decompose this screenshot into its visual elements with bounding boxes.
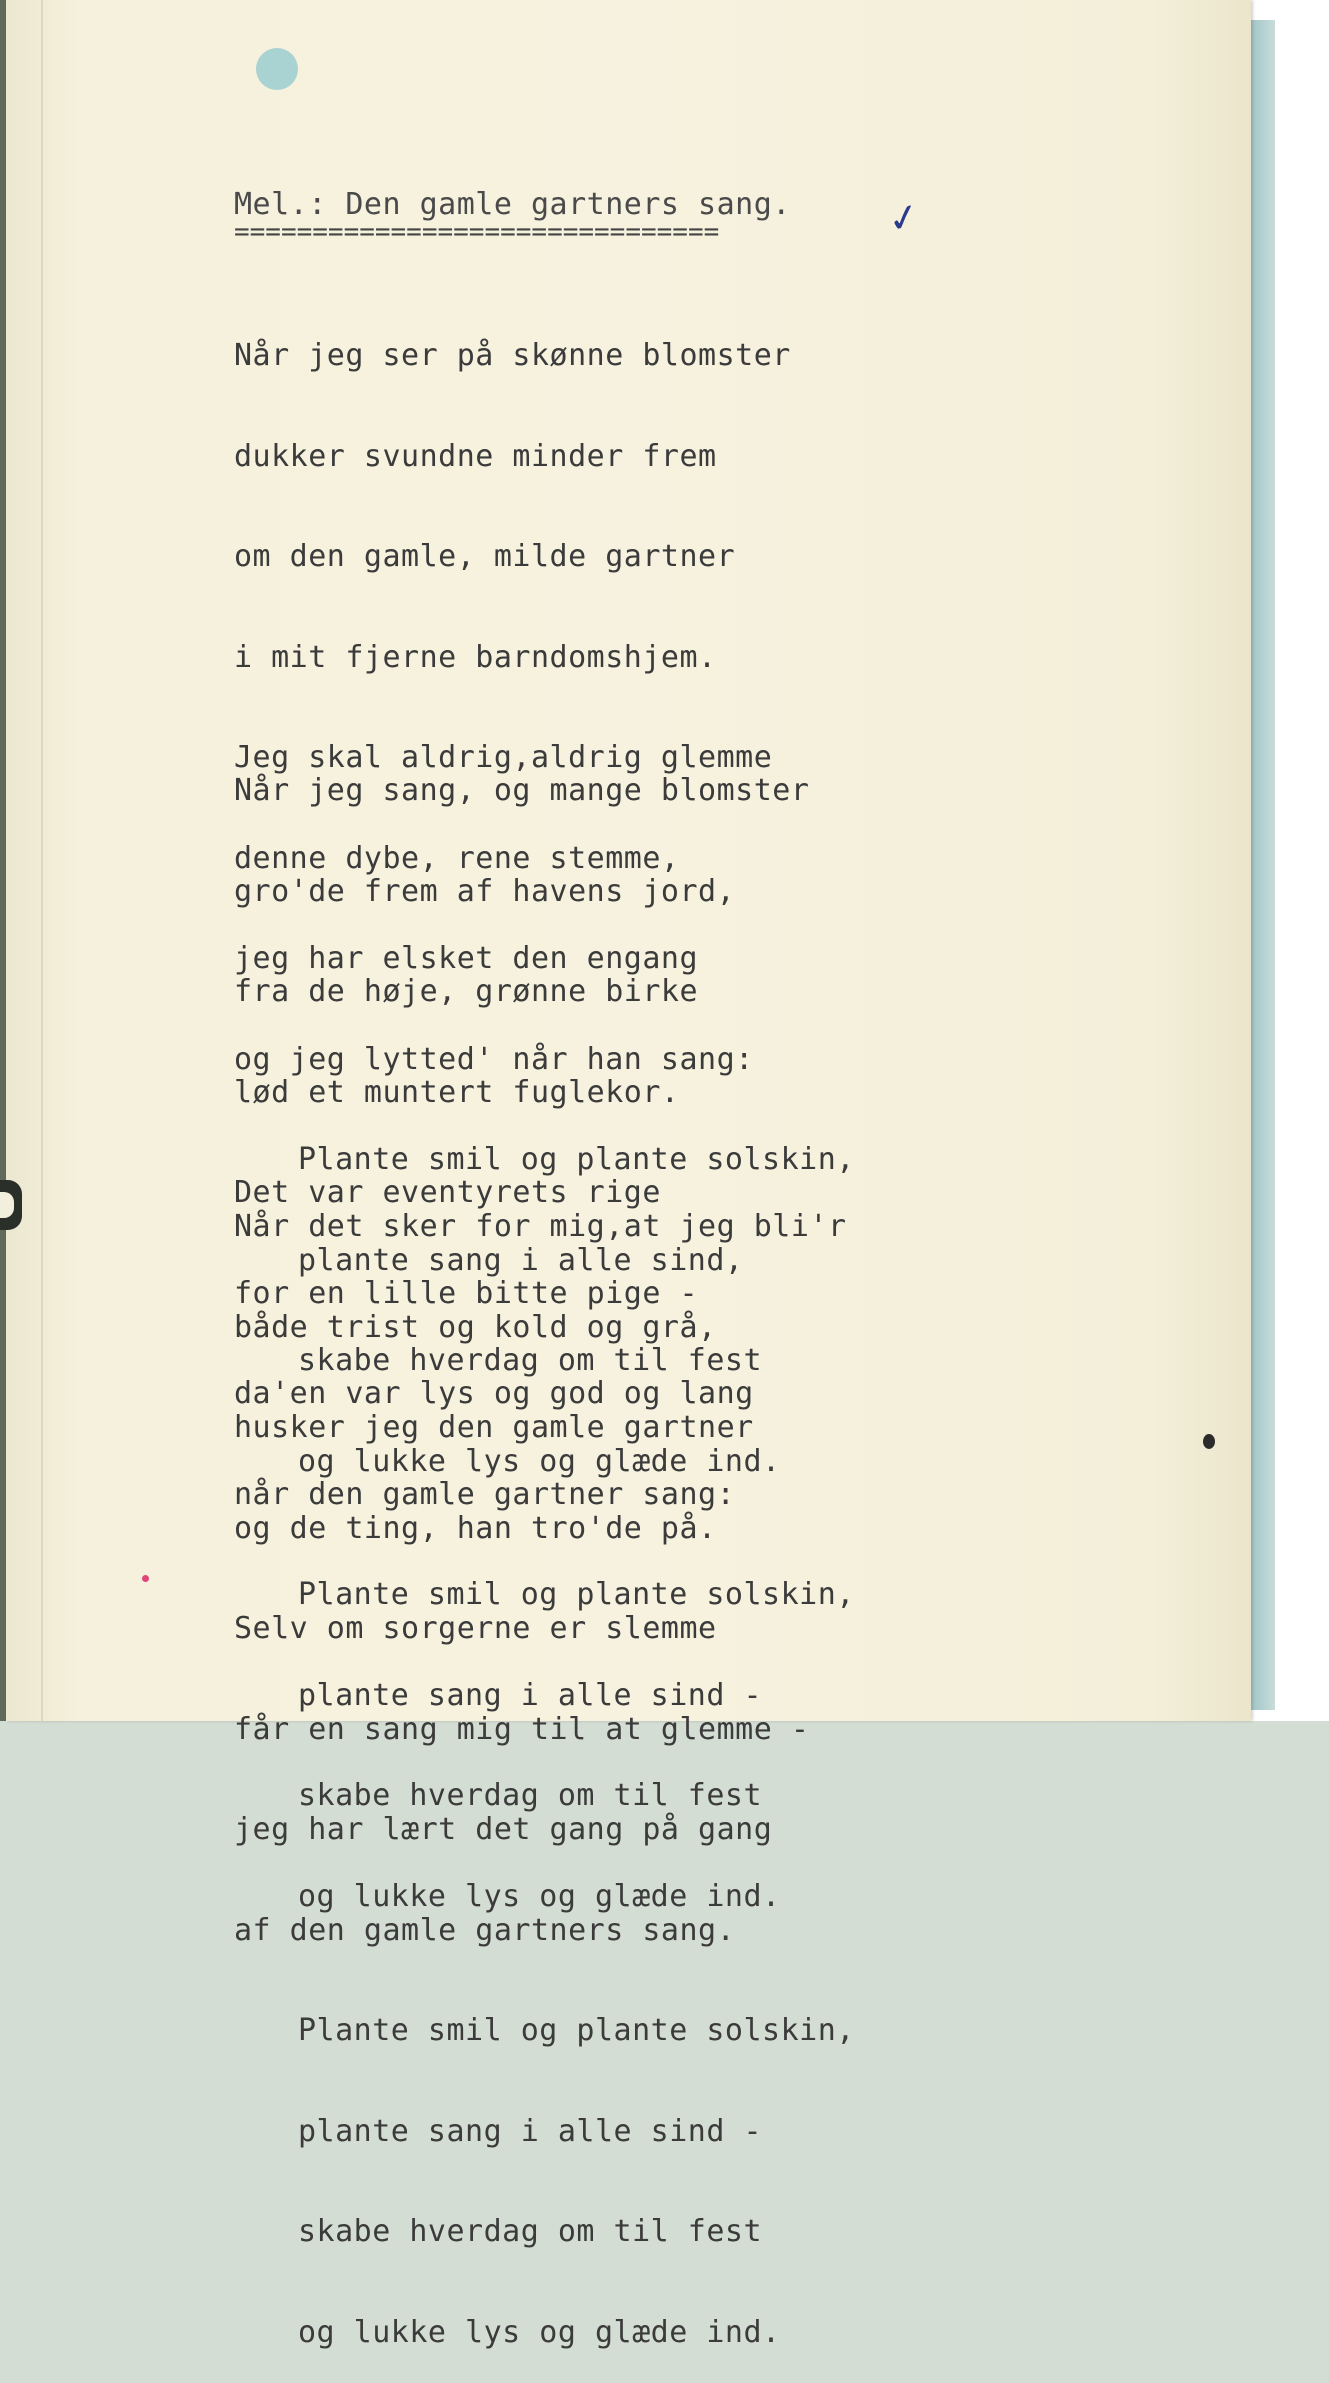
verse-line: lød et muntert fuglekor. bbox=[234, 1074, 680, 1110]
verse-line: Det var eventyrets rige bbox=[234, 1175, 661, 1210]
refrain-line: Plante smil og plante solskin, bbox=[298, 2013, 855, 2048]
title-underline: =============================== bbox=[234, 217, 720, 247]
verse-line: og de ting, han tro'de på. bbox=[234, 1510, 717, 1546]
verse-line: Selv om sorgerne er slemme bbox=[234, 1611, 717, 1646]
verse-line: Når jeg ser på skønne blomster bbox=[234, 338, 791, 373]
verse-line: dukker svundne minder frem bbox=[234, 438, 717, 474]
verse-line: af den gamle gartners sang. bbox=[234, 1912, 736, 1948]
pen-check-mark: ✓ bbox=[883, 193, 925, 243]
verse-line: jeg har elsket den engang bbox=[234, 941, 699, 976]
refrain-line: Plante smil og plante solskin, bbox=[298, 1142, 855, 1177]
verse-line: både trist og kold og grå, bbox=[234, 1309, 717, 1345]
melody-title: Mel.: Den gamle gartners sang. bbox=[234, 187, 791, 222]
refrain-line: plante sang i alle sind - bbox=[298, 2113, 763, 2149]
torn-edge-inner bbox=[0, 1192, 14, 1218]
refrain-line: og lukke lys og glæde ind. bbox=[298, 1443, 781, 1479]
verse-line: jeg har lært det gang på gang bbox=[234, 1812, 773, 1847]
verse-line: og jeg lytted' når han sang: bbox=[234, 1041, 754, 1077]
verse-line: får en sang mig til at glemme - bbox=[234, 1711, 810, 1747]
refrain-line: Plante smil og plante solskin, bbox=[298, 1577, 855, 1612]
refrain-line: skabe hverdag om til fest bbox=[298, 1343, 763, 1378]
verse-line: husker jeg den gamle gartner bbox=[234, 1410, 754, 1445]
verse-line: Når det sker for mig,at jeg bli'r bbox=[234, 1209, 847, 1244]
verse-line: om den gamle, milde gartner bbox=[234, 539, 736, 574]
verse-line: gro'de frem af havens jord, bbox=[234, 873, 736, 909]
refrain-line: skabe hverdag om til fest bbox=[298, 1778, 763, 1813]
verse-line: fra de høje, grønne birke bbox=[234, 974, 699, 1009]
verse-line: for en lille bitte pige - bbox=[234, 1275, 699, 1311]
refrain-line: og lukke lys og glæde ind. bbox=[298, 2314, 781, 2350]
verse-line: da'en var lys og god og lang bbox=[234, 1376, 754, 1411]
refrain-line: plante sang i alle sind, bbox=[298, 1242, 744, 1278]
ink-blot bbox=[1203, 1434, 1215, 1449]
verse-3 bbox=[234, 1143, 855, 2383]
verse-line: Når jeg sang, og mange blomster bbox=[234, 773, 810, 808]
refrain-line: og lukke lys og glæde ind. bbox=[298, 1878, 781, 1914]
paper-fold-line bbox=[41, 0, 43, 1721]
verse-line: Jeg skal aldrig,aldrig glemme bbox=[234, 740, 773, 775]
verse-line: denne dybe, rene stemme, bbox=[234, 840, 680, 876]
verse-line: i mit fjerne barndomshjem. bbox=[234, 639, 717, 675]
refrain-line: skabe hverdag om til fest bbox=[298, 2214, 763, 2249]
verse-line: når den gamle gartner sang: bbox=[234, 1476, 736, 1512]
refrain-line: plante sang i alle sind - bbox=[298, 1677, 763, 1713]
pink-ink-dot bbox=[142, 1575, 149, 1582]
punch-hole bbox=[256, 48, 298, 90]
